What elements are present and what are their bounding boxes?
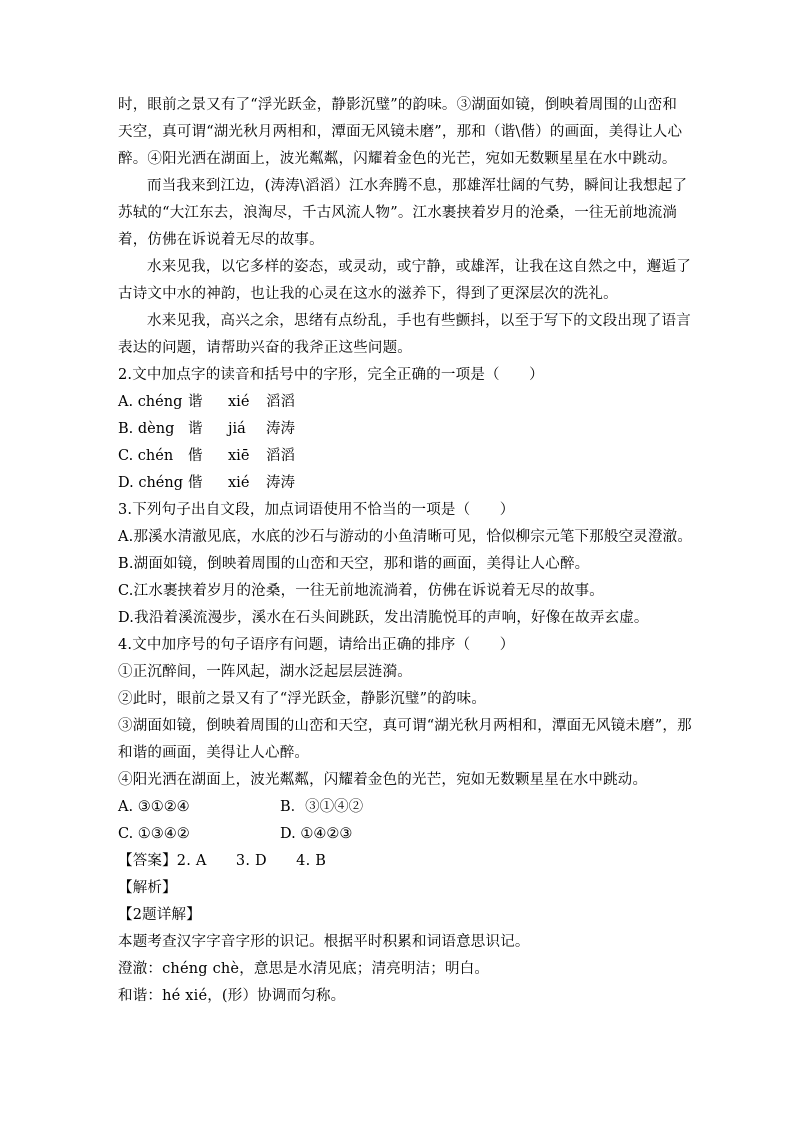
option-pinyin: B. dèng <box>118 421 175 437</box>
text-line: 天空，真可谓“湖光秋月两相和，潭面无风镜未磨”，那和（谐\偕）的画面，美得让人心 <box>118 124 683 140</box>
option-pinyin: C. chén <box>118 448 174 464</box>
option-b: B．③①④② <box>280 799 364 815</box>
text-line: 水来见我，高兴之余，思绪有点纷乱，手也有些颤抖，以至于写下的文段出现了语言 <box>147 313 691 329</box>
option-pinyin2: jiá <box>228 421 246 437</box>
option-word: 滔滔 <box>266 448 295 464</box>
option-row <box>118 389 678 416</box>
option-char: 谐 <box>188 421 203 437</box>
text-line: 着，仿佛在诉说着无尽的故事。 <box>118 232 324 248</box>
q2-detail-label: 【2题详解】 <box>118 907 201 923</box>
option-char: 谐 <box>188 394 203 410</box>
passage-paragraph-2 <box>118 173 688 254</box>
option-word: 涛涛 <box>266 475 295 491</box>
text-line: 时，眼前之景又有了“浮光跃金，静影沉璧”的韵味。③湖面如镜，倒映着周围的山峦和 <box>118 97 678 113</box>
question-stem: 4.文中加序号的句子语序有问题，请给出正确的排序（ ） <box>118 637 515 653</box>
sentence-line: ②此时，眼前之景又有了“浮光跃金，静影沉璧”的韵味。 <box>118 691 487 707</box>
question-2 <box>118 362 678 497</box>
option-d: D. ①④②③ <box>280 826 353 842</box>
option-row <box>118 443 678 470</box>
option-word: 涛涛 <box>266 421 295 437</box>
option-pinyin2: xié <box>228 394 250 410</box>
option-row <box>118 821 678 848</box>
question-stem: 3.下列句子出自文段，加点词语使用不恰当的一项是（ ） <box>118 502 515 518</box>
sentence-line: ①正沉醉间，一阵风起，湖水泛起层层涟漪。 <box>118 664 412 680</box>
option-word: 滔滔 <box>266 394 295 410</box>
text-line: 表达的问题，请帮助兴奋的我斧正这些问题。 <box>118 340 412 356</box>
option-row <box>118 470 678 497</box>
option-pinyin: A. chéng <box>118 394 183 410</box>
option-pinyin2: xié <box>228 475 250 491</box>
text-line: 醉。④阳光洒在湖面上，波光粼粼，闪耀着金色的光芒，宛如无数颗星星在水中跳动。 <box>118 151 677 167</box>
explain-line: 本题考查汉字字音字形的识记。根据平时积累和词语意思识记。 <box>118 934 530 950</box>
option-row: D.我沿着溪流漫步，溪水在石头间跳跃，发出清脆悦耳的声响，好像在故弄玄虚。 <box>118 610 649 626</box>
option-row <box>118 416 678 443</box>
question-4 <box>118 632 692 848</box>
explain-line: 澄澈：chéng chè，意思是水清见底；清亮明洁；明白。 <box>118 961 490 977</box>
option-pinyin2: xiē <box>228 448 250 464</box>
option-row: B.湖面如镜，倒映着周围的山峦和天空，那和谐的画面，美得让人心醉。 <box>118 556 590 572</box>
sentence-line: ④阳光洒在湖面上，波光粼粼，闪耀着金色的光芒，宛如无数颗星星在水中跳动。 <box>118 772 648 788</box>
text-line: 水来见我，以它多样的姿态，或灵动，或宁静，或雄浑，让我在这自然之中，邂逅了 <box>147 259 691 275</box>
sentence-line: 和谐的画面，美得让人心醉。 <box>118 745 310 761</box>
option-char: 偕 <box>188 448 203 464</box>
option-row: C.江水裹挟着岁月的沧桑，一往无前地流淌着，仿佛在诉说着无尽的故事。 <box>118 583 604 599</box>
analysis-label: 【解析】 <box>118 880 177 896</box>
question-stem: 2.文中加点字的读音和括号中的字形，完全正确的一项是（ ） <box>118 367 544 383</box>
question-3 <box>118 497 693 632</box>
option-pinyin: D. chéng <box>118 475 183 491</box>
passage-paragraph-3 <box>118 254 691 308</box>
option-c: C. ①③④② <box>118 826 190 842</box>
option-char: 偕 <box>188 475 203 491</box>
option-row: A.那溪水清澈见底，水底的沙石与游动的小鱼清晰可见，恰似柳宗元笔下那般空灵澄澈。 <box>118 529 693 545</box>
text-line: 苏轼的“大江东去，浪淘尽，千古风流人物”。江水裹挟着岁月的沧桑，一往无前地流淌 <box>118 205 678 221</box>
option-a: A. ③①②④ <box>118 799 190 815</box>
text-line: 而当我来到江边，(涛涛\滔滔）江水奔腾不息，那雄浑壮阔的气势，瞬间让我想起了 <box>147 178 688 194</box>
option-row <box>118 794 678 821</box>
passage-paragraph-1 <box>118 92 683 173</box>
explain-line: 和谐：hé xié，(形）协调而匀称。 <box>118 988 346 1004</box>
sentence-line: ③湖面如镜，倒映着周围的山峦和天空，真可谓“湖光秋月两相和，潭面无风镜未磨”，那 <box>118 718 692 734</box>
answer-line: 【答案】2. A 3. D 4. B <box>118 853 327 869</box>
passage-paragraph-4 <box>118 308 691 362</box>
document-body <box>118 92 693 1010</box>
answer-section <box>118 848 678 1010</box>
text-line: 古诗文中水的神韵，也让我的心灵在这水的滋养下，得到了更深层次的洗礼。 <box>118 286 618 302</box>
